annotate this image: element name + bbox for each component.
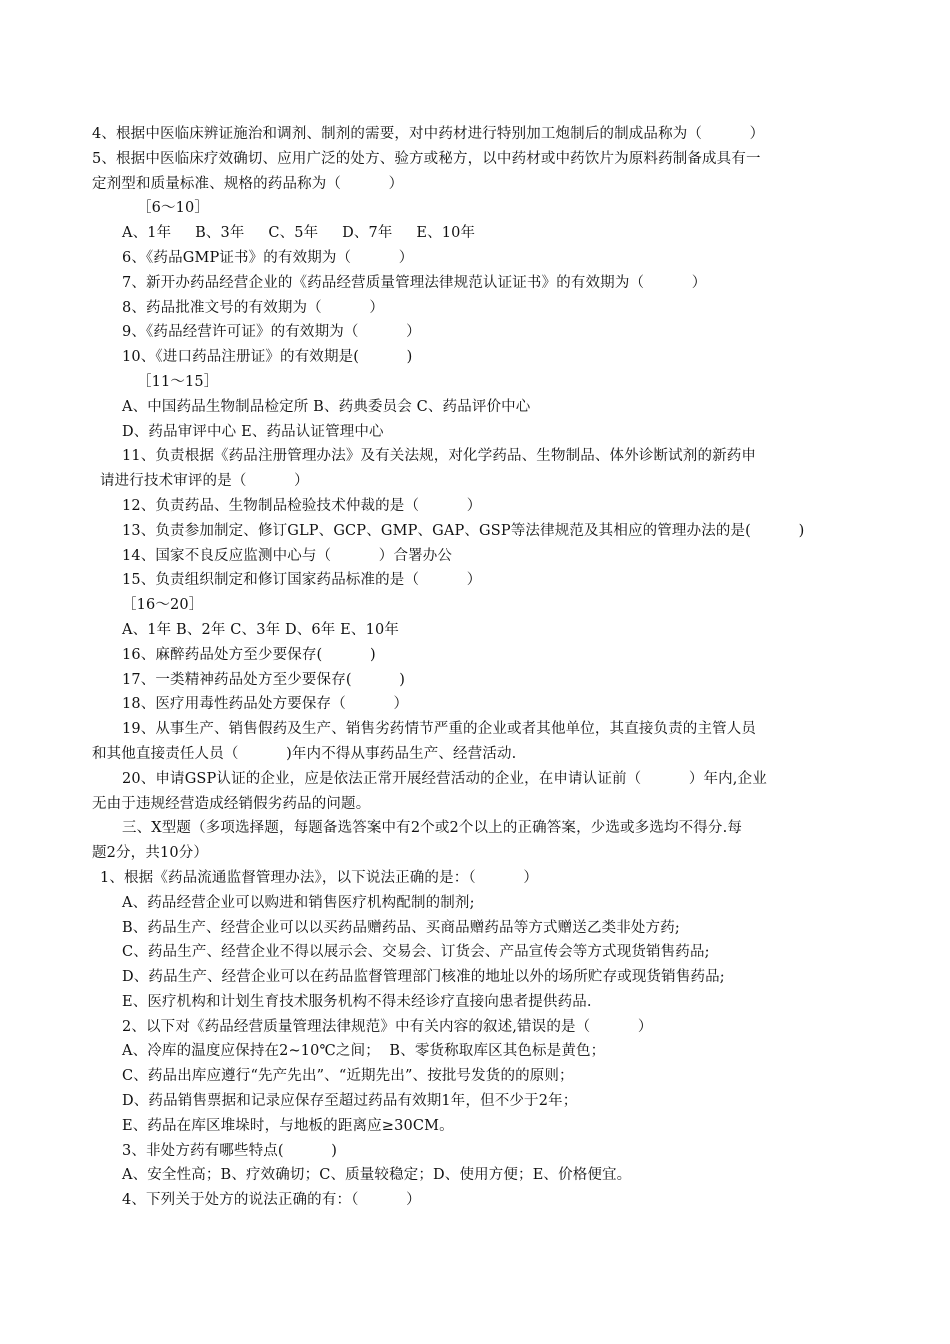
text-line: 8、药品批准文号的有效期为（ ） [122, 299, 385, 316]
text-line: 定剂型和质量标准、规格的药品称为（ ） [92, 175, 404, 192]
text-line: E、药品在库区堆垛时，与地板的距离应≥30CM。 [122, 1117, 454, 1134]
text-line: E、医疗机构和计划生育技术服务机构不得未经诊疗直接向患者提供药品. [122, 993, 592, 1010]
text-line: B、药品生产、经营企业可以以买药品赠药品、买商品赠药品等方式赠送乙类非处方药; [122, 919, 680, 936]
text-line: 7、新开办药品经营企业的《药品经营质量管理法律规范认证证书》的有效期为（ ） [122, 274, 707, 291]
text-line: 1、根据《药品流通监督管理办法》，以下说法正确的是：（ ） [100, 869, 539, 886]
text-line: A、安全性高；B、疗效确切；C、质量较稳定；D、使用方便；E、价格便宜。 [122, 1167, 632, 1184]
text-line: ［6～10］ [137, 200, 210, 217]
text-line: 3、非处方药有哪些特点( ) [122, 1142, 338, 1159]
text-line: 5、根据中医临床疗效确切、应用广泛的处方、验方或秘方，以中药材或中药饮片为原料药制备成具有一 [92, 150, 761, 167]
text-line: A、药品经营企业可以购进和销售医疗机构配制的制剂; [122, 894, 475, 911]
text-line: 12、负责药品、生物制品检验技术仲裁的是（ ） [122, 497, 482, 514]
text-line: ［11～15］ [137, 373, 219, 390]
text-line: 请进行技术审评的是（ ） [100, 473, 309, 490]
text-line: 6、《药品GMP证书》的有效期为（ ） [122, 249, 414, 266]
text-line: 10、《进口药品注册证》的有效期是( ) [122, 349, 413, 366]
text-line: 无由于违规经营造成经销假劣药品的问题。 [92, 795, 371, 812]
text-line: A、冷库的温度应保持在2~10℃之间； B、零货称取库区其色标是黄色； [122, 1043, 606, 1060]
text-line: C、药品生产、经营企业不得以展示会、交易会、订货会、产品宣传会等方式现货销售药品; [122, 944, 710, 961]
text-line: 14、国家不良反应监测中心与（ ）合署办公 [122, 547, 453, 564]
text-line: D、药品审评中心 E、药品认证管理中心 [122, 423, 384, 440]
text-line: C、药品出库应遵行“先产先出”、“近期先出”、按批号发货的的原则； [122, 1068, 574, 1085]
text-line: 17、一类精神药品处方至少要保存( ) [122, 671, 406, 688]
text-line: 20、申请GSP认证的企业，应是依法正常开展经营活动的企业，在申请认证前（ ）年内,企业 [122, 770, 767, 787]
text-line: 16、麻醉药品处方至少要保存( ) [122, 646, 376, 663]
text-line: A、1年 B、3年 C、5年 D、7年 E、10年 [122, 225, 476, 242]
text-line: 题2分，共10分） [92, 845, 209, 862]
text-line: 18、医疗用毒性药品处方要保存（ ） [122, 696, 409, 713]
text-line: 11、负责根据《药品注册管理办法》及有关法规，对化学药品、生物制品、体外诊断试剂的新药申 [122, 448, 757, 465]
text-line: 4、下列关于处方的说法正确的有：（ ） [122, 1192, 421, 1209]
text-line: A、1年 B、2年 C、3年 D、6年 E、10年 [122, 621, 399, 638]
document-page [0, 122, 950, 1213]
text-line: ［16～20］ [122, 597, 204, 614]
text-line: D、药品生产、经营企业可以在药品监督管理部门核准的地址以外的场所贮存或现货销售药品; [122, 969, 725, 986]
text-line: 2、以下对《药品经营质量管理法律规范》中有关内容的叙述,错误的是（ ） [122, 1018, 653, 1035]
text-line: 9、《药品经营许可证》的有效期为（ ） [122, 324, 421, 341]
text-line: 15、负责组织制定和修订国家药品标准的是（ ） [122, 572, 482, 589]
text-line: 19、从事生产、销售假药及生产、销售劣药情节严重的企业或者其他单位，其直接负责的主管人员 [122, 721, 757, 738]
text-line: D、药品销售票据和记录应保存至超过药品有效期1年，但不少于2年； [122, 1093, 578, 1110]
text-line: 4、根据中医临床辨证施治和调剂、制剂的需要，对中药材进行特别加工炮制后的制成品称为（ ） [92, 126, 765, 142]
text-line: 三、X型题（多项选择题，每题备选答案中有2个或2个以上的正确答案，少选或多选均不得分.每 [122, 820, 742, 837]
text-line: 和其他直接责任人员（ )年内不得从事药品生产、经营活动. [92, 745, 517, 762]
text-line: A、中国药品生物制品检定所 B、药典委员会 C、药品评价中心 [122, 398, 531, 415]
text-line: 13、负责参加制定、修订GLP、GCP、GMP、GAP、GSP等法律规范及其相应的管理办法的是( ) [122, 522, 805, 539]
